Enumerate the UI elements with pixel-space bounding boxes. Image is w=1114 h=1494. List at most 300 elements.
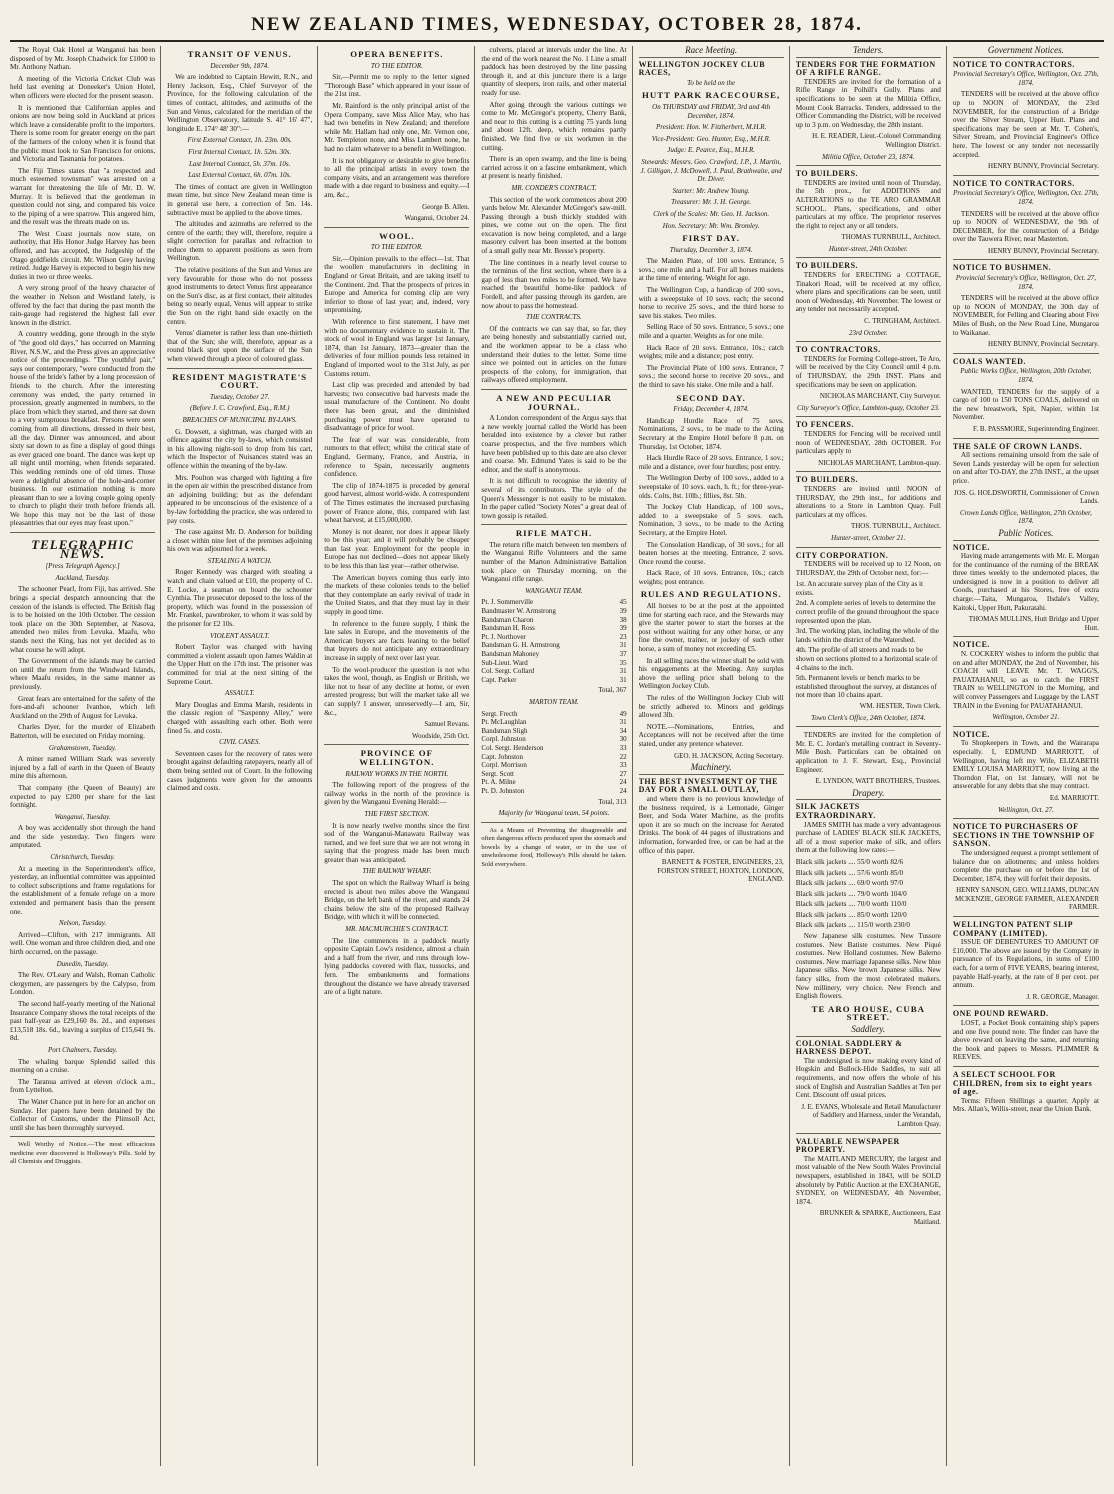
dateline: Wellington, Oct. 27. [997,805,1054,814]
divider [481,822,626,823]
masthead: NEW ZEALAND TIMES, WEDNESDAY, OCTOBER 28, 1874. [10,8,1104,42]
sub-heading: MR. MACMURCHIE'S CONTRACT. [345,925,449,934]
ad-title: TO BUILDERS. [795,261,859,271]
divider [796,165,941,166]
dateline: 23rd October. [848,328,888,337]
paragraph: TENDERS for ERECTING a COTTAGE, Tinakori Road, will be received at my office, where plans and specifications can be seen, until noon of Wednesday, 4th November. The lowest or any tender not necessarily accepted. [795,271,941,314]
shooter-name: Pt. D. Johnston [481,786,525,795]
team-total: Total, 313 [598,797,627,806]
dateline: Tuesday, October 27. [209,392,270,401]
divider [481,389,626,390]
ad-title: TO FENCERS. [795,420,854,430]
column-heading: Tenders. [796,46,941,58]
paragraph: At a meeting in the Superintendent's office, yesterday, an influential committee was appointed to collect subscriptions and frame regulations for the establishment of a female refuge on a more extended and permanent basis than the present one. [10,864,156,916]
signature: WM. HESTER, Town Clerk. [859,702,941,710]
paragraph: The fear of war was considerable, from rumours to that effect; whilst the critical state of England, Germany, France, and Austria, in reference to Spain, necessarily augments confidence. [324,435,470,479]
section-heading: RIFLE MATCH. [515,528,593,539]
shooter-score: 31 [619,641,627,650]
paragraph: Last clip was preceded and attended by bad harvests; two consecutive bad harvests made the usual manufacture of the Continent. No doubt there has been great, and the diminished purchasing power must have operated to disadvantage of price for wool. [324,381,470,433]
paragraph: We are indebted to Captain Hewitt, R.N., and Henry Jackson, Esq., Chief Surveyor of the Province, for the following calculation of the times of contact, altitudes, and azimuths of the Sun and Venus, calculated for the meridian of the Wellington Observatory, latitude S. 41° 16' 47", longitude E. 174° 48' 30":— [167,73,313,133]
paragraph: The Water Chance put in here for an anchor on Sunday. Her papers have been detained by the Collector of Customs, under the Plimsoll Act, until she has been thoroughly surveyed. [10,1097,156,1132]
ad-title: TENDERS FOR THE FORMATION OF A RIFLE RANGE. [795,59,936,78]
paragraph: JAMES SMITH has made a very advantageous purchase of LADIES' BLACK SILK JACKETS, all of a most superior make of silk, and offers them at the following low rates:— [795,820,941,855]
price-row: Black silk jackets .... 79/0 worth 104/0 [795,889,907,898]
sub-heading: THE CONTRACTS. [526,313,582,322]
case-heading: STEALING A WATCH. [207,556,272,565]
paragraph: The return rifle match between ten members of the Wanganui Rifle Volunteers and the same number of the Marton Administrative Battalion took place on Thursday morning, on the Wanganui rifle range. [481,540,627,584]
paragraph: TENDERS will be received at the above office up to NOON of MONDAY, the 23rd NOVEMBER, for the construction of a Bridge over the Silver Stream, Upper Hutt. Plans and specifications may be seen at Mr. T. Cohen's, Silver Stream, and Provincial Engineer's Office here. The lowest or any tender not necessarily accepted. [952,90,1099,159]
shooter-score: 31 [619,675,627,684]
paragraph: In reference to the future supply, I think the late sales in Europe, and the movements of the American buyers are facts leaning to the belief that buyers do not anticipate any extraordinary increase in supply of next over last year. [324,619,470,662]
divider [167,368,312,369]
score-row [481,778,626,787]
column-heading: Drapery. [796,789,941,801]
score-row [481,761,626,770]
column-2 [167,46,318,1466]
dateline: Friday, December 4, 1874. [673,405,749,414]
shooter-score: 39 [619,607,627,616]
score-row [481,659,626,668]
score-row [481,598,626,607]
paragraph: The whaling barque Splendid sailed this morning on a cruise. [10,1057,156,1075]
ad-line: Clerk of the Scales: Mr. Geo. H. Jackson. [653,209,770,218]
ad-line: HUTT PARK RACECOURSE, [642,90,781,101]
score-row [481,667,626,676]
paragraph: With reference to first statement, I have met with no documentary evidence to sustain it. The stock of wool in England was larger 1st January, 1874, than 1st January, 1873—greater than the deliveries of four million pounds less retained in England of imported wool to the 31st July, as per Customs return. [324,318,470,378]
paragraph: Mrs. Poulton was charged with lighting a fire in the open air within the prescribed distance from an adjoining building; but as the defendant appeared to be unconscious of the existence of a by-law forbidding the practice, she was ordered to pay costs. [167,473,313,525]
paragraph: The relative positions of the Sun and Venus are very favourable for those who do not possess good instruments to detect Venus first appearance on the Sun's disc, as at first contact, their altitudes being so nearly equal, Venus will appear to strike the Sun on the right hand side exactly on the centre. [167,266,313,326]
section-heading: OPERA BENEFITS. [350,49,444,59]
ad-line: Starter: Mr. Andrew Young. [672,186,750,195]
signature: BRUNKER & SPARKE, Auctioneers, East Maitland. [819,1209,941,1226]
dateline: December 9th, 1874. [210,61,270,70]
ad-line: To be held on the [687,78,736,87]
ad-title: ONE POUND REWARD. [952,1009,1049,1019]
contact-time: Last Internal Contact, 5h. 37m. 10s. [189,159,291,168]
magistrate: (Before J. C. Crawford, Esq., R.M.) [190,404,290,413]
signature: E. LYNDON, WATT BROTHERS, Trustees. [815,777,941,786]
dateline: Wellington, October 21. [992,713,1060,722]
ad-title: NOTICE. [952,729,990,739]
ad-line: On THURSDAY and FRIDAY, 3rd and 4th December, 1874. [652,102,771,120]
ad-title: WELLINGTON JOCKEY CLUB RACES, [638,59,766,78]
sub-heading: MR. CONDER'S CONTRACT. [511,183,597,192]
shooter-score: 24 [619,778,627,787]
case-heading: CIVIL CASES. [219,738,261,747]
day-heading: SECOND DAY. [676,392,746,403]
sub-heading: TO THE EDITOR. [370,61,423,70]
paragraph: To Shopkeepers in Town, and the Wairarapa especially. I, EDMUND MARRIOTT, of Wellington, having left my Wife, ELIZABETH EMILY LOUISA MARRIOTT, now living at the Thorndon Flat, on 1st January, will not be answerable for any debts that she may contract. [952,739,1099,791]
paragraph: That company (the Queen of Beauty) are expected to pay £200 per share for the last fortnight. [10,783,156,810]
shooter-name: Corpl. Johnston [481,735,526,744]
signature: Ed. MARRIOTT. [1049,793,1099,802]
shooter-name: Bandsman Mahoney [481,650,540,658]
paragraph: The altitudes and azimuths are referred to the centre of the earth; they will, therefore, require a slight correction for parallax and refraction to reduce them to apparent positions as seen from Wellington. [167,220,313,263]
paragraph: Terms: Fifteen Shillings a quarter. Apply at Mrs. Allan's, Willis-street, near the Union Bank. [952,1096,1099,1114]
dateline: Town Clerk's Office, 24th October, 1874. [811,713,926,722]
section-heading: A NEW AND PECULIAR JOURNAL. [496,392,612,412]
advertisement: As a Means of Preventing the disagreeable and often dangerous effects produced upon the stomach and bowels by a change of water, or in the use of unwholesome food, Holloway's Pills should be taken. Sold everywhere. [481,826,627,869]
shooter-name: Col. Sergt. Collard [481,667,535,676]
shooter-name: Capt. Parker [481,675,517,684]
team-heading: WANGANUI TEAM. [525,586,583,595]
shooter-score: 34 [619,726,627,735]
ad-title: THE SALE OF CROWN LANDS. [952,441,1083,451]
paragraph: A meeting of the Victoria Cricket Club was held last evening at Doneeker's Union Hotel, when officers were elected for the present season. [10,74,156,100]
paragraph: TENDERS are invited for the formation of a Rifle Range in Polhill's Gully. Plans and specifications to be seen at the Militia Office, Mount Cook Barracks. Tenders, addressed to the Officer Commanding the District, will be received up to 3 p.m. on Wednesday, the 28th instant. [795,77,941,129]
ad-line: Treasurer: Mr. J. H. George. [671,198,752,207]
signature: NICHOLAS MARCHANT, Lambton-quay. [818,458,941,467]
ad-title: TO BUILDERS. [795,169,859,179]
race: Selling Race of 50 sovs. Entrance, 5 sovs.; one mile and a quarter. Weights as for one mile. [638,323,784,341]
section-heading: TELEGRAPHIC NEWS. [31,537,134,561]
paragraph: Charles Dyer, for the murder of Elizabeth Batterton, will be executed on Friday morning. [10,723,156,740]
paragraph: The Royal Oak Hotel at Wanganui has been disposed of by Mr. Joseph Chadwick for £1000 to Mr. Anthony Nathan. [10,46,156,72]
divider [796,471,941,472]
dateline: Wanganui, October 24. [404,214,470,223]
score-row [481,676,626,685]
signature: George B. Allen. [422,202,470,211]
signature: NICHOLAS MARCHANT, City Surveyor. [819,392,941,401]
score-row [481,650,626,659]
paragraph: The schooner Pearl, from Fiji, has arrived. She brings a special despatch announcing that the cession of the islands is effected. The British flag is to be hoisted on the 10th October. The cession took place on the 30th September, at Nasova, attended two miles from Levuka. Maafu, who stands next the King, has not yet decided as to what course he will adopt. [10,585,156,654]
tender-item: 3rd. The working plan, including the whole of the lands within the district of the Watershed. [795,627,939,644]
score-row [481,641,626,650]
dateline: Provincial Secretary's Office, Wellington, Oct. 27th, 1874. [953,189,1099,206]
paragraph: ISSUE OF DEBENTURES TO AMOUNT OF £10,000. The above are issued by the Company in pursuance of its Regulations, in sums of £100 each, for a term of FIVE YEARS, bearing interest, payable Half-yearly, at the rate of 8 per cent. per annum. [952,938,1099,990]
paragraph: Having made arrangements with Mr. E. Morgan for the continuance of the running of the BREAK three times weekly to the undernoted places, the undersigned is now in a position to deliver all Goods, purchased at his Stores, free of extra charge:—Taita, Mungaroa, Ilsdale's Valley, Kaitoki, Upper Hutt, Pakuratahi. [952,552,1099,612]
paragraph: Mary Douglas and Emma Marsh, residents in the classic region of "Saxpenny Alley," were charged with assaulting each other. Both were fined 5s. and costs. [167,700,313,735]
paragraph: TENDERS will be received up to 12 Noon, on THURSDAY, the 29th of October next, for:— [795,560,941,577]
ad-title: NOTICE TO BUSHMEN. [952,263,1052,273]
paragraph: All horses to be at the post at the appointed time for starting each race, and the Stewards may give the starter power to start the horses at the post without waiting for any other horse, or any fine the owner, trainer, or jockey of such other horse, a sum of money not exceeding £5. [638,602,784,654]
score-row [481,727,626,736]
signature: F. B. PASSMORE, Superintending Engineer. [973,424,1099,433]
paragraph: It is now nearly twelve months since the first sod of the Wanganui-Manawatu Railway was turned, and we feel sure that we are not wrong in saying that the progress made has been much greater than was anticipated. [324,821,470,864]
divider [953,726,1099,727]
race: The Wellington Cup, a handicap of 200 sovs., with a sweepstake of 10 sovs. each; the second horse to receive 25 sovs., and the third horse to save his stakes. Two miles. [638,286,784,320]
divider [796,1133,941,1134]
score-table-marton [481,710,626,796]
ad-title: NOTICE TO PURCHASERS OF SECTIONS IN THE TOWNSHIP OF SANSON. [952,822,1095,849]
score-row [481,710,626,719]
paragraph: TENDERS will be received at the above office up to NOON of MONDAY, the 30th day of NOVEMBER, for Felling and Clearing about Five Miles of Bush, on the New Road Line, Mungaroa to Waikanae. [952,294,1099,337]
race: The Provincial Plate of 100 sovs. Entrance, 7 sovs.; the second horse to receive 20 sovs., and the third to save his stake. One mile and a half. [638,363,784,389]
column-heading: Race Meeting. [639,46,784,58]
paragraph: The times of contact are given in Wellington mean time, but since New Zealand mean time is in general use here, a correction of 5m. 14s. subtractive must be applied to the above times. [167,182,313,217]
divider [796,547,941,548]
score-row [481,735,626,744]
ad-title: A SELECT SCHOOL FOR CHILDREN, from six to eight years of age. [952,1069,1093,1097]
signature: JOS. G. HOLDSWORTH, Commissioner of Crown Lands. [953,488,1099,506]
team-total: Total, 367 [598,686,627,695]
shooter-score: 31 [619,718,627,727]
advertisement: Well Worthy of Notice.—The most efficacious medicine ever discovered is Holloway's Pills. Sold by all Chemists and Druggists. [10,1141,156,1166]
tender-item: 4th. The profile of all streets and roads to be shown on sections plotted to a horizontal scale of 4 chains to the inch. [795,646,938,672]
shooter-name: Bandsman H. Ross [481,624,535,633]
divider [953,259,1099,260]
divider [796,341,941,342]
ad-line: Stewards: Messrs. Geo. Crawford, J.P., J. Martin, J. Gilligan, J. McDowell, J. Paul, Brathwaite, and Dr. Diver. [640,157,782,184]
dateline: Christchurch, Tuesday. [50,853,115,862]
sub-heading: THE FIRST SECTION. [364,809,430,818]
divider [796,416,941,417]
divider [953,916,1099,917]
column-3 [324,46,475,1466]
paragraph: The line continues in a nearly level course to the terminus of the first section, where there is a gap of less than two miles to be formed. We have reached the beautiful home-like paddock of Fordell, and after passing through its garden, are now about to pass the homestead. [481,258,627,310]
divider [481,524,626,525]
shooter-score: 39 [619,624,627,633]
shooter-name: Sub-Lieut. Ward [481,658,528,667]
paragraph: The undersigned is now making every kind of Hogskin and Bullock-Hide Saddles, to suit all requirements, and now offers the whole of his stock of English and Australian Saddles at Ten per Cent. Discount off usual prices. [795,1056,941,1100]
score-row [481,607,626,616]
column-heading: Saddlery. [796,1025,941,1037]
sub-heading: RAILWAY WORKS IN THE NORTH. [345,769,449,778]
paragraph: LOST, a Pocket Book containing ship's papers and one five pound note. The finder can have the above reward on leaving the same, and returning the book and papers to Messrs. PLIMMER & REEVES. [952,1019,1099,1062]
paragraph: The line commences in a paddock nearly opposite Captain Low's residence, almost a chain and a half from the river, and runs through low-lying paddocks covered with flax, tussocks, and fern. The embankments and formations throughout the distance we have already traversed are of a light nature. [324,936,470,997]
column-heading: Government Notices. [953,46,1099,58]
shooter-score: 45 [619,598,627,607]
price-row: Black silk jackets .... 85/0 worth 120/0 [795,910,907,919]
paragraph: In all selling races the winner shall be sold with his engagements at the Meeting. Any surplus above the selling price shall belong to the Wellington Jockey Club. [638,656,784,691]
column-6 [796,46,947,1466]
section-heading: PROVINCE OF WELLINGTON. [359,748,435,767]
paragraph: WANTED, TENDERS for the supply of a cargo of 100 to 150 TONS COALS, delivered on the new breastwork, Spit, Napier, within 1st November. [952,387,1099,422]
team-heading: MARTON TEAM. [529,697,579,706]
paragraph: The case against Mr. D. Anderson for building a closet within nine feet of the premises adjoining his own was adjourned for a week. [167,528,313,554]
score-row [481,770,626,779]
paragraph: TENDERS are invited for the completion of Mr. E. C. Jordan's metalling contract in Seventy-Mile Bush. Particulars can be obtained on application to J. F. Stewart, Esq., Provincial Engineer. [795,731,941,774]
shooter-score: 22 [619,752,627,761]
shooter-name: Col. Sergt. Henderson [481,743,544,752]
dateline: Hunter-street, 24th October. [828,244,908,253]
price-row: Black silk jackets .... 57/6 worth 85/0 [795,868,904,877]
paragraph: The MAITLAND MERCURY, the largest and most valuable of the New South Wales Provincial newspapers, established in 1843, will be SOLD absolutely by Public Auction at the EXCHANGE, SYDNEY, on WEDNESDAY, 4th November, 1874. [795,1154,941,1206]
price-row: Black silk jackets .... 55/0 worth 82/6 [795,857,904,866]
divider [10,1136,155,1137]
paragraph: Of the contracts we can say that, so far, they are being honestly and substantially carried out, and the workmen appear to be a class who understand their duties to the letter. Some time since we pointed out in articles on the future prospects of the colony, for immigration, that railways offered employment. [481,324,627,385]
paragraph: Robert Taylor was charged with having committed a violent assault upon James Waldin at the Upper Hutt on the 17th inst. The prisoner was committed for trial at the next sitting of the Supreme Court. [167,643,313,686]
paragraph: Sir,—Permit me to reply to the letter signed "Thorough Base" which appeared in your issue of the 21st inst. [324,73,470,99]
ad-title: TO BUILDERS. [795,475,859,485]
ad-title: TO CONTRACTORS. [795,345,881,355]
score-table-wanganui [481,598,626,684]
race: The Maiden Plate, of 100 sovs. Entrance, 5 sovs.; one mile and a half. For all horses maidens at the time of entering. Weight for age. [638,257,784,283]
column-1 [10,46,161,1466]
paragraph: TENDERS will be received at the above office up to NOON of WEDNESDAY, the 9th of DECEMBER, for the construction of a Bridge over the Tauwera River, near Masterton. [952,209,1099,244]
paragraph: A boy was accidentally shot through the hand and the side yesterday. Two fingers were amputated. [10,824,156,850]
paragraph: Seventeen cases for the recovery of rates were brought against defaulting ratepayers, nearly all of them being settled out of Court. In the following cases judgments were given for the amounts claimed and costs. [167,749,313,793]
signature: HENRY BUNNY, Provincial Secretary. [988,340,1099,349]
dateline: Thursday, December 3, 1874. [669,245,753,254]
paragraph: The Rev. O'Leary and Walsh, Roman Catholic clergymen, are passengers by the Calypso, from London. [10,971,156,997]
paragraph: and where there is no previous knowledge of the business required, is a Lemonade, Ginger Beer, and Soda Water Machine, as the profits upon it are so much on the increase for Aerated Drinks. The book of 44 pages of illustrations and information, forwarded free, or can be had at the office of this paper. [638,794,784,855]
score-row [481,744,626,753]
score-row [481,718,626,727]
section-heading: TRANSIT OF VENUS. [187,49,292,59]
paragraph: To the wool-producer the question is not who takes the wool, though, as English or British, we like not to hear of any decline at home, or even arrested progress; but will the market take all we can supply? I answer, unreservedly—I am, Sir, &c., [324,665,470,717]
shooter-score: 35 [619,658,627,667]
paragraph: Money is not dearer, nor does it appear likely to be this year; and it will probably be cheaper than last year. Employment for the people in Europe has not declined—does not appear likely to be less this than last year—rather otherwise. [324,527,470,571]
divider [953,438,1099,439]
paragraph: The second half-yearly meeting of the National Insurance Company shows the total receipts of the past half-year as £29,160 8s. 2d., and expenses £13,518 18s. 6d., leaving a surplus of £15,641 9s. 8d. [10,999,156,1043]
columns [10,46,1104,1466]
paragraph: NOTE.—Nominations, Entries, and Acceptances will not be received after the time stated, under any pretence whatever. [638,722,784,748]
column-heading: Public Notices. [953,529,1099,541]
divider [324,744,469,745]
paragraph: The rules of the Wellington Jockey Club will be strictly adhered to. Minors and geldings allowed 3lb. [638,694,784,720]
divider [324,227,469,228]
column-7 [953,46,1104,1466]
signature: C. TRINGHAM, Architect. [864,317,941,326]
shooter-score: 23 [619,632,627,641]
signature: HENRY BUNNY, Provincial Secretary. [988,162,1099,171]
tender-item: 5th. Permanent levels or bench marks to be established throughout the survey, at distances of not more than 10 chains apart. [795,674,937,700]
price-row: Black silk jackets .... 69/0 worth 97/0 [795,879,904,888]
paragraph: TENDERS are invited until NOON of THURSDAY, the 29th inst., for additions and alterations to a Store in Lambton Quay. Full particulars at my offices. [795,484,941,519]
ad-line: Judge: E. Pearce, Esq., M.H.R. [667,146,756,155]
dateline: Dunedin, Tuesday. [56,959,109,968]
paragraph: There is an open swamp, and the line is being carried across it on a fascine embankment, which at present is nearly finished. [481,155,627,181]
paragraph: A miner named William Stark was severely injured by a fall of earth in the Queen of Beauty mine this afternoon. [10,755,156,781]
ad-line: President: Hon. W. Fitzherbert, M.H.R. [655,123,767,132]
paragraph: This section of the work commences about 200 yards below Mr. Alexander McGregor's saw-mill. Passing through a bush thickly studded with pines, we come out on the open. The first excavation is now being completed, and a large masonry culvert has been inserted at the bottom of a small gully near Mr. Bresse's property. [481,195,627,256]
rules-heading: RULES AND REGULATIONS. [640,589,782,600]
signature: GEO. H. JACKSON, Acting Secretary. [674,751,784,760]
paragraph: The Taranua arrived at eleven o'clock a.m., from Lyttelton. [10,1077,156,1095]
divider [953,1066,1099,1067]
paragraph: The clip of 1874-1875 is preceded by general good harvest, almost world-wide. A correspondent of The Times estimates the increased purchasing power of France alone, this, compared with last wheat harvest, at £15,000,000. [324,481,470,525]
paragraph: All sections remaining unsold from the sale of Seven Lands yesterday will be open for selection on and after TO-DAY, the 27th INST., at the upset price. [952,451,1099,485]
ad-title: NOTICE. [952,640,990,650]
paragraph: A very strong proof of the heavy character of the weather in Nelson and Westland lately, is offered by the fact that during the past month the rain-gauge had registered the highest fall ever known in the district. [10,284,156,327]
sub-heading: TO THE EDITOR. [370,243,423,252]
paragraph: Roger Kennedy was charged with stealing a watch and chain valued at £10, the property of C. E. Locke, a seaman on board the schooner Cynthia. The prosecutor deposed to the loss of the property, which was found in the possession of Mr. Frankel, pawnbroker, to whom it was sold by the prisoner for £2 10s. [167,568,313,629]
divider [953,636,1099,637]
shooter-score: 30 [619,735,627,744]
shooter-score: 49 [619,709,627,718]
contact-time: Last External Contact, 6h. 07m. 10s. [188,171,292,180]
agency-note: [Press Telegraph Agency.] [45,562,120,571]
ad-title: NOTICE TO CONTRACTORS. [952,59,1075,69]
score-row [481,624,626,633]
shooter-name: Sergt. Scott [481,769,514,778]
paragraph: The Fiji Times states that "a respected and much esteemed townsman" was arrested on a warrant for threatening the life of Mr. D. W. Murray. It is believed that the gentleman in question could not sing, and compared his voice to the piping of a wee sparrow. This angered him, and the result was the threats made on us. [10,166,156,227]
shooter-name: Bandmaster W. Armstrong [481,607,556,616]
paragraph: The West Coast journals now state, on authority, that His Honor Judge Harvey has been offered, and has accepted, the Judgeship of the Otago goldfields circuit. Mr. Wilson Grey having retired. Judge Harvey is expected to begin his new duties in two or three weeks. [10,229,156,281]
tender-item: 1st. An accurate survey plan of the City as it exists. [795,580,924,597]
divider [796,726,941,727]
divider [953,353,1099,354]
dateline: Grahamstown, Tuesday. [48,743,117,752]
divider [953,1005,1099,1006]
paragraph: New Japanese silk costumes. New Tussore costumes. New Batiste costumes. New Piqué costumes. New Holland costumes. New Balerno costumes. New marriage Japanese silks. New blue Japanese silks. New brown Japanese silks. New fancy silks, from the most celebrated makers. New millinery, very choice. New French and English flowers. [795,932,941,1001]
signature: HENRY BUNNY, Provincial Secretary. [988,246,1099,255]
paragraph: TENDERS are invited until noon of Thursday, the 5th prox., for ADDITIONS and ALTERATIONS to the TE ARO GRAMMAR SCHOOL. Plans, specifications, and other particulars at my office. The proprietor reserves the right to reject any or all tenders. [795,178,941,230]
case-heading: VIOLENT ASSAULT. [210,631,270,640]
ad-title: COLONIAL SADDLERY & HARNESS DEPOT. [795,1038,903,1057]
case-heading: BREACHES OF MUNICIPAL BY-LAWS. [182,415,297,424]
paragraph: TENDERS for Fencing will be received until noon of WEDNESDAY, 28th OCTOBER. For particulars apply to [795,429,941,456]
signature: THOMAS TURNBULL, Architect. [841,233,941,242]
dateline: Provincial Secretary's Office, Wellington, Oct. 27, 1874. [955,274,1096,291]
shooter-name: Bandsman G. H. Armstrong [481,641,560,650]
sub-heading: THE RAILWAY WHARF. [362,867,432,876]
paragraph: The spot on which the Railway Wharf is being erected is about two miles above the Wanganui Bridge, on the left bank of the river, and stands 24 chains below the site of the proposed Railway Bridge, with which it will be connected. [324,879,470,922]
race: The Wellington Derby of 100 sovs., added to a sweepstake of 10 sovs. each, h. ft.; for three-year-olds. Colts, 8st. 10lb.; fillies, 8st. 5lb. [638,474,784,500]
ad-title: THE BEST INVESTMENT OF THE DAY FOR A SMALL OUTLAY, [638,776,778,795]
paragraph: The undersigned request a prompt settlement of balance due on allotments; and unless holders complete the purchase on or before the 1st of December, 1874, they will forfeit their deposits. [952,848,1099,883]
dateline: Wanganui, Tuesday. [54,812,111,821]
signature: H. E. READER, Lieut.-Colonel Commanding Wellington District. [812,132,941,149]
paragraph: Great fears are entertained for the safety of the fore-and-aft schooner Ivanhoe, which left Auckland on the 29th of August for Levuka. [10,694,156,720]
column-5 [639,46,790,1466]
dateline: Auckland, Tuesday. [55,573,110,582]
shooter-name: Pt. J. Northover [481,632,526,641]
dateline: Port Chalmers, Tuesday. [47,1045,118,1054]
dateline: Public Works Office, Wellington, 20th October, 1874. [960,367,1092,384]
dateline: Nelson, Tuesday. [58,919,107,928]
signature: HENRY SANSON, GEO. WILLIAMS, DUNCAN MCKENZIE, GEORGE FARMER, ALEXANDER FARMER. [955,886,1099,912]
paragraph: It is not difficult to recognise the identity of several of its contributors. The style of the Queen's Messenger is not easily to be mistaken. In the paper called "Society Notes" a great deal of town gossip is retailed. [481,477,627,520]
signature: Samuel Revans. [424,720,470,729]
shooter-name: Pt. J. Sommerville [481,598,534,607]
divider [953,175,1099,176]
section-heading: RESIDENT MAGISTRATE'S COURT. [172,371,308,391]
signature: TE ARO HOUSE, CUBA STREET. [811,1003,925,1023]
price-row: Black silk jackets .... 115/0 worth 230/0 [795,921,911,930]
dateline: Provincial Secretary's Office, Wellington, Oct. 27th, 1874. [953,70,1099,87]
divider [796,257,941,258]
signature: THOS. TURNBULL, Architect. [850,522,941,531]
price-list [796,858,941,930]
contact-time: First External Contact, 1h. 23m. 00s. [187,136,292,145]
score-row [481,616,626,625]
score-row [481,787,626,796]
ad-line: Hon. Secretary: Mr. Wm. Bromley. [662,221,760,230]
ad-title: NOTICE. [952,542,990,552]
ad-title: COALS WANTED. [952,356,1026,366]
paragraph: A London correspondent of the Argus says that a new weekly journal called the World has been heralded into existence by a clever but rather coarse prospectus, and the five numbers which have been published up to this date are also clever and coarse. Mr. Edmund Yates is said to be the editor, and the staff is anonymous. [481,414,627,474]
shooter-name: Corpl. Morrison [481,761,527,770]
paragraph: culverts, placed at intervals under the line. At the end of the work nearest the No. 1 Line a small paddock has been destroyed by the line passing through it, and at this juncture there is a large quantity of sleepers, iron rails, and other material ready for use. [481,46,627,97]
race: Hack Race, of 10 sovs. Entrance, 10s.; catch weights; post entrance. [638,569,784,586]
shooter-score: 38 [619,615,627,624]
paragraph: Arrived—Clifton, with 217 immigrants. All well. One woman and three children died, and one birth occurred, on the passage. [10,930,156,956]
contact-time: First Internal Contact, 1h. 52m. 30s. [188,147,292,156]
signature: J. R. GEORGE, Manager. [1026,992,1099,1001]
section-heading: WOOL. [379,230,415,241]
ad-title: CITY CORPORATION. [795,550,889,560]
paragraph: It is mentioned that Californian apples and onions are now being sold in Auckland at prices which leave a considerable profit to the importers. There is some room for greater energy on the part of the farmers of the colony when it is found that the public must look to San Francisco for onions, and Victoria and Tasmania for potatoes. [10,103,156,164]
race: Hack Hurdle Race of 20 sovs. Entrance, 1 sov.; mile and a distance, over four hurdles; post entry. [638,454,784,471]
shooter-score: 33 [619,761,627,770]
dateline: City Surveyor's Office, Lambton-quay, October 23. [796,403,940,412]
dateline: Hunter-street, October 21. [831,533,906,542]
shooter-name: Pt. McLaughlan [481,718,527,727]
paragraph: Sir,—Opinion prevails to the effect—1st. That the woollen manufacturers in declining in England or Great Britain, and are taking itself to the Continent. 2nd. That the prospects of prices in Europe and America for coming clip are very inferior to those of last year; and, indeed, very unpromising. [324,254,470,315]
race: The Jockey Club Handicap, of 100 sovs., added to a sweepstake of 5 sovs. each. Nomination, 3 sovs., to be made to the Acting Secretary, at the Empire Hotel. [638,503,784,537]
ad-title: VALUABLE NEWSPAPER PROPERTY. [795,1136,900,1155]
paragraph: TENDERS for Forming College-street, Te Aro, will be received by the City Council until 4 p.m. of THURSDAY, the 29th INST. Plans and specifications may be seen on application. [795,354,941,389]
tender-item: 2nd. A complete series of levels to determine the correct profile of the ground throughout the space represented upon the plan. [795,599,939,625]
ad-title: SILK JACKETS EXTRAORDINARY. [795,802,876,820]
shooter-name: Pt. A. Milne [481,778,516,787]
signature: J. E. EVANS, Wholesale and Retail Manufacturer of Saddlery and Harness, under the Verandah, Lambton Quay. [801,1102,941,1128]
column-4 [481,46,632,1466]
tender-items [796,580,941,700]
paragraph: After going through the various cuttings we come to Mr. McGregor's property, Cherry Bank, and near to this cutting is a cutting 75 yards long and about 12ft. deep, which remains partly finished. We find five or six workmen in the cutting. [481,100,627,152]
